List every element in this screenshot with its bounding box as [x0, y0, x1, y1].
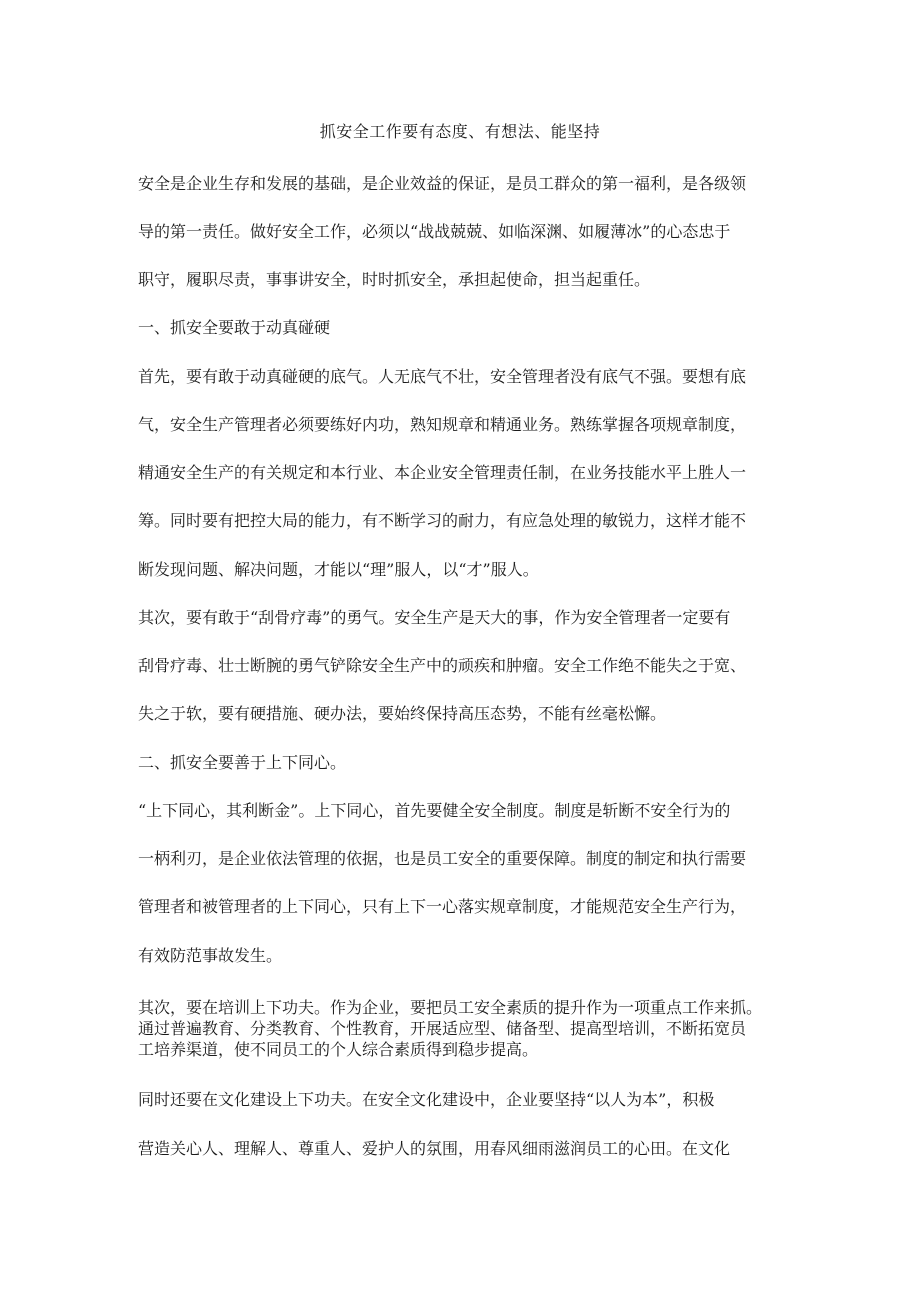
body-line-3: 职守，履职尽责，事事讲安全，时时抓安全，承担起使命，担当起重任。 — [138, 270, 651, 289]
body-line-5: 首先，要有敢于动真碰硬的底气。人无底气不壮，安全管理者没有底气不强。要想有底 — [138, 367, 747, 386]
body-line-1: 安全是企业生存和发展的基础，是企业效益的保证，是员工群众的第一福利，是各级领 — [138, 174, 747, 193]
body-line-9: 断发现问题、解决问题，才能以“理”服人，以“才”服人。 — [138, 560, 539, 579]
body-line-11: 刮骨疗毒、壮士断腕的勇气铲除安全生产中的顽疾和肿瘤。安全工作绝不能失之于宽、 — [138, 656, 747, 675]
training-paragraph — [138, 997, 798, 1060]
body-line-17: 有效防范事故发生。 — [138, 946, 283, 965]
body-line-6: 气，安全生产管理者必须要练好内功，熟知规章和精通业务。熟练掌握各项规章制度， — [138, 415, 747, 434]
body-line-2: 导的第一责任。做好安全工作，必须以“战战兢兢、如临深渊、如履薄冰”的心态忠于 — [138, 222, 731, 241]
body-line-10: 其次，要有敢于“刮骨疗毒”的勇气。安全生产是天大的事，作为安全管理者一定要有 — [138, 608, 731, 627]
training-line-1: 其次，要在培训上下功夫。作为企业，要把员工安全素质的提升作为一项重点工作来抓。 — [138, 998, 763, 1017]
training-line-3: 工培养渠道，使不同员工的个人综合素质得到稳步提高。 — [138, 1040, 539, 1059]
section-heading-2: 二、抓安全要善于上下同心。 — [138, 753, 347, 772]
section-heading-1: 一、抓安全要敢于动真碰硬 — [138, 318, 331, 337]
body-line-8: 筹。同时要有把控大局的能力，有不断学习的耐力，有应急处理的敏锐力，这样才能不 — [138, 511, 747, 530]
body-line-16: 管理者和被管理者的上下同心，只有上下一心落实规章制度，才能规范安全生产行为， — [138, 897, 747, 916]
body-line-7: 精通安全生产的有关规定和本行业、本企业安全管理责任制，在业务技能水平上胜人一 — [138, 463, 747, 482]
body-line-12: 失之于软，要有硬措施、硬办法，要始终保持高压态势，不能有丝毫松懈。 — [138, 704, 667, 723]
document-title: 抓安全工作要有态度、有想法、能坚持 — [319, 122, 601, 141]
body-line-14: “上下同心，其利断金”。上下同心，首先要健全安全制度。制度是斩断不安全行为的 — [138, 801, 731, 820]
training-line-2: 通过普遍教育、分类教育、个性教育，开展适应型、储备型、提高型培训，不断拓宽员 — [138, 1019, 747, 1038]
culture-line-1: 同时还要在文化建设上下功夫。在安全文化建设中，企业要坚持“以人为本”，积极 — [138, 1090, 715, 1109]
culture-line-2: 营造关心人、理解人、尊重人、爱护人的氛围，用春风细雨滋润员工的心田。在文化 — [138, 1139, 731, 1158]
body-line-15: 一柄利刃，是企业依法管理的依据，也是员工安全的重要保障。制度的制定和执行需要 — [138, 849, 747, 868]
